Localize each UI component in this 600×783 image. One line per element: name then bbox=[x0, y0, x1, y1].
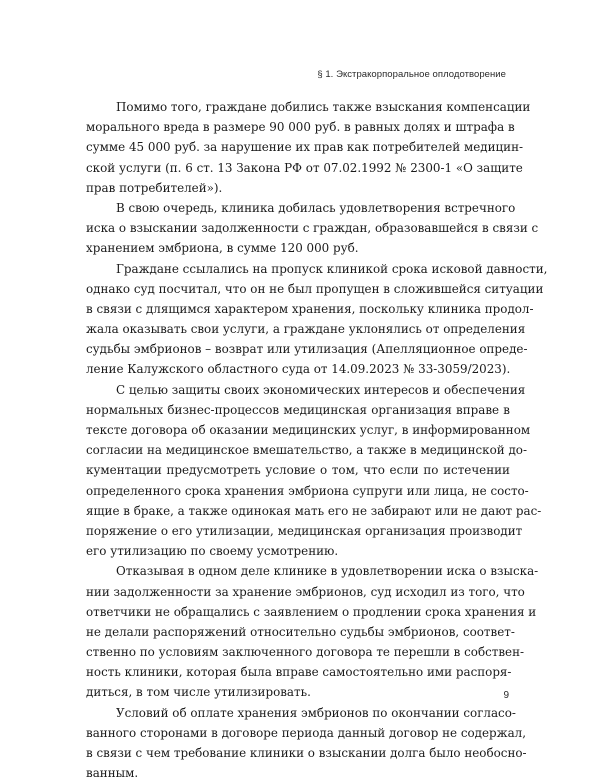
text-line: нормальных бизнес-процессов медицинская организация вправе в bbox=[86, 402, 510, 417]
text-line: Условий об оплате хранения эмбрионов по окончании согласо- bbox=[116, 705, 516, 720]
text-line: жала оказывать свои услуги, а граждане уклонялись от определения bbox=[86, 322, 526, 337]
text-line: ность клиники, которая была вправе самостоятельно ими распоря- bbox=[86, 665, 512, 680]
text-line: хранением эмбриона, в сумме 120 000 руб. bbox=[86, 241, 359, 256]
text-line: не делали распоряжений относительно судьбы эмбрионов, соответ- bbox=[86, 624, 515, 639]
text-line: его утилизацию по своему усмотрению. bbox=[86, 544, 339, 559]
text-line: в связи с длящимся характером хранения, поскольку клиника продол- bbox=[86, 301, 534, 316]
body-text bbox=[86, 97, 548, 783]
text-line: однако суд посчитал, что он не был пропущен в сложившейся ситуации bbox=[86, 281, 544, 296]
text-line: ственно по условиям заключенного договора те перешли в собствен- bbox=[86, 645, 525, 660]
text-line: поряжение о его утилизации, медицинская организация производит bbox=[86, 523, 523, 538]
paragraph bbox=[86, 561, 539, 702]
text-line: Отказывая в одном деле клинике в удовлетворении иска о взыска- bbox=[116, 564, 539, 579]
text-line: нии задолженности за хранение эмбрионов, суд исходил из того, что bbox=[86, 584, 525, 599]
paragraph bbox=[86, 703, 527, 783]
text-line: Помимо того, граждане добились также взыскания компенсации bbox=[116, 100, 531, 114]
page-number: 9 bbox=[503, 690, 509, 701]
text-line: ванным. bbox=[86, 766, 139, 781]
text-line: сумме 45 000 руб. за нарушение их прав как потребителей медицин- bbox=[86, 140, 524, 155]
text-line: С целью защиты своих экономических интересов и обеспечения bbox=[116, 382, 526, 397]
text-line: морального вреда в размере 90 000 руб. в равных долях и штрафа в bbox=[86, 120, 515, 135]
text-line: Граждане ссылались на пропуск клиникой срока исковой давности, bbox=[116, 261, 548, 276]
text-line: в связи с чем требование клиники о взыскании долга было необосно- bbox=[86, 746, 527, 760]
text-line: судьбы эмбрионов – возврат или утилизация (Апелляционное опреде- bbox=[86, 342, 528, 357]
paragraph bbox=[86, 380, 542, 562]
text-line: ванного сторонами в договоре периода данный договор не содержал, bbox=[86, 725, 526, 740]
paragraph bbox=[86, 259, 548, 380]
text-line: тексте договора об оказании медицинских услуг, в информированном bbox=[86, 423, 531, 437]
text-line: ской услуги (п. 6 ст. 13 Закона РФ от 07.02.1992 № 2300-1 «О защите bbox=[86, 160, 523, 175]
paragraph bbox=[86, 97, 531, 198]
text-line: определенного срока хранения эмбриона супруги или лица, не состо- bbox=[86, 483, 529, 498]
text-line: прав потребителей»). bbox=[86, 180, 223, 195]
text-line: ление Калужского областного суда от 14.09.2023 № 33-3059/2023). bbox=[86, 362, 511, 377]
text-line: согласии на медицинское вмешательство, а также в медицинской до- bbox=[86, 443, 527, 458]
text-line: кументации предусмотреть условие о том, что если по истечении bbox=[86, 463, 510, 478]
paragraph bbox=[86, 198, 539, 259]
running-header: § 1. Экстракорпоральное оплодотворение bbox=[317, 69, 506, 80]
text-line: диться, в том числе утилизировать. bbox=[86, 685, 311, 700]
text-line: ящие в браке, а также одинокая мать его не забирают или не дают рас- bbox=[86, 503, 542, 518]
text-line: ответчики не обращались с заявлением о продлении срока хранения и bbox=[86, 604, 537, 619]
text-line: иска о взыскании задолженности с граждан, образовавшейся в связи с bbox=[86, 221, 539, 236]
text-line: В свою очередь, клиника добилась удовлетворения встречного bbox=[116, 200, 516, 215]
